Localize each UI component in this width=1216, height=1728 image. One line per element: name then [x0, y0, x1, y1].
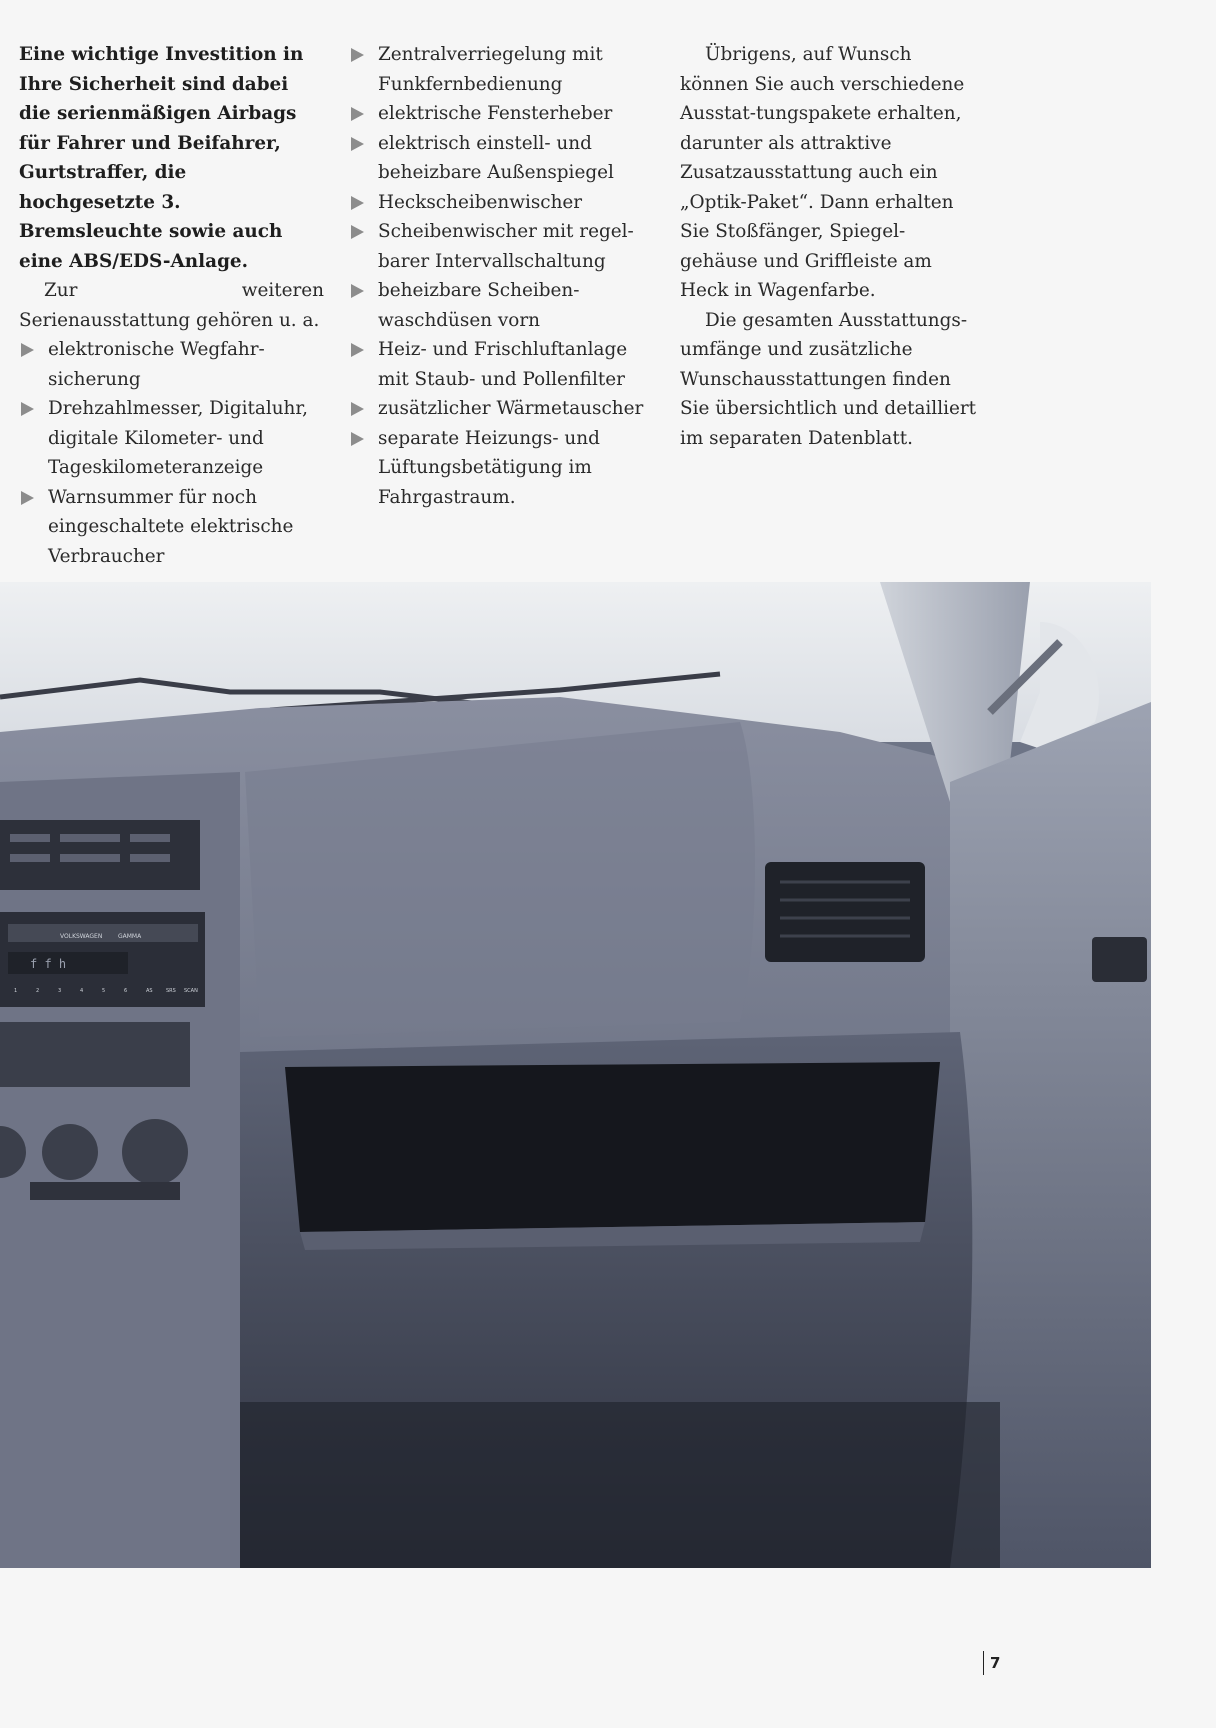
list-item: Heiz- und Frischluftanlage mit Staub- und Pollenfilter: [349, 335, 649, 394]
radio-button-label: SRS: [166, 988, 176, 994]
list-item: beheizbare Scheiben-waschdüsen vorn: [349, 276, 649, 335]
list-item: elektronische Wegfahr-sicherung: [19, 335, 324, 394]
text-column-1: [19, 40, 324, 571]
list-item: elektrische Fensterheber: [349, 99, 649, 129]
list-item: Drehzahlmesser, Digitaluhr, digitale Kilometer- und Tageskilometeranzeige: [19, 394, 324, 483]
dashboard-illustration: [0, 582, 1151, 1568]
list-item: Warnsummer für noch eingeschaltete elektrische Verbraucher: [19, 483, 324, 572]
radio-button-label: AS: [146, 988, 153, 994]
list-item: elektrisch einstell- und beheizbare Außenspiegel: [349, 129, 649, 188]
text-column-2: [349, 40, 649, 512]
radio-button-label: 4: [80, 988, 84, 994]
list-item: separate Heizungs- und Lüftungsbetätigung im Fahrgastraum.: [349, 424, 649, 513]
radio-button-label: 6: [124, 988, 128, 994]
radio-button-label: 1: [14, 988, 18, 994]
feature-list-1: [19, 335, 324, 571]
intro-paragraph: Zur weiteren Serienausstattung gehören u. a.: [19, 280, 324, 331]
dashboard-photo: [0, 582, 1151, 1568]
feature-list-2: [349, 40, 649, 512]
list-item: Scheibenwischer mit regel-barer Intervallschaltung: [349, 217, 649, 276]
radio-button-label: 2: [36, 988, 40, 994]
list-item: Zentralverriegelung mit Funkfernbedienung: [349, 40, 649, 99]
list-item: Heckscheibenwischer: [349, 188, 649, 218]
radio-button-label: SCAN: [184, 988, 198, 994]
lead-paragraph: Eine wichtige Investition in Ihre Sicherheit sind dabei die serienmäßigen Airbags für Fahrer und Beifahrer, Gurtstraffer, die hochgesetzte 3. Bremsleuchte sowie auch eine ABS/EDS-Anlage.: [19, 44, 304, 272]
list-item: zusätzlicher Wärmetauscher: [349, 394, 649, 424]
text-column-3: [680, 40, 980, 453]
radio-button-label: 5: [102, 988, 106, 994]
radio-model: GAMMA: [118, 933, 142, 940]
radio-brand: VOLKSWAGEN: [60, 933, 103, 940]
options-paragraph: Übrigens, auf Wunsch können Sie auch verschiedene Ausstat-tungspakete erhalten, darunter als attraktive Zusatzausstattung auch ein „Optik-Paket“. Dann erhalten Sie Stoßfänger, Spiegel-gehäuse und Griffleiste am Heck in Wagenfarbe.: [680, 44, 965, 301]
radio-button-label: 3: [58, 988, 62, 994]
radio-display: f f h: [30, 957, 67, 971]
page-number: 7: [983, 1651, 1000, 1675]
datasheet-paragraph: Die gesamten Ausstattungs-umfänge und zusätzliche Wunschausstattungen finden Sie übersichtlich und detailliert im separaten Datenblatt.: [680, 309, 977, 449]
